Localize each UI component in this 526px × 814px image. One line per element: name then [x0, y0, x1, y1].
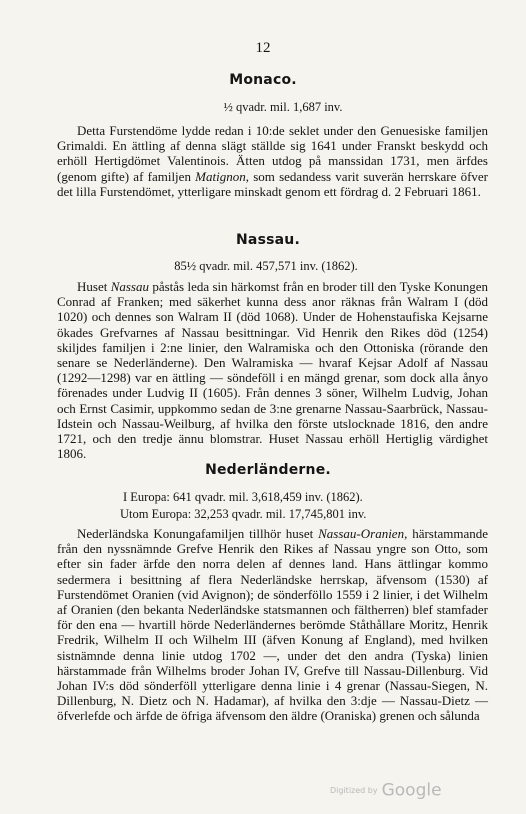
- section-title-nassau: Nassau.: [236, 232, 300, 248]
- section-title-nederlanderne: Nederländerne.: [205, 462, 331, 478]
- digitized-watermark: [330, 780, 442, 801]
- section-stats-nederlanderne-utom: Utom Europa: 32,253 qvadr. mil. 17,745,801 inv.: [120, 507, 367, 521]
- page-number: 12: [255, 40, 271, 56]
- section-stats-monaco: ½ qvadr. mil. 1,687 inv.: [223, 100, 343, 114]
- section-stats-nederlanderne-europa: I Europa: 641 qvadr. mil. 3,618,459 inv. (1862).: [123, 490, 363, 504]
- digitized-label: Digitized by: [330, 786, 378, 795]
- section-stats-nassau: 85½ qvadr. mil. 457,571 inv. (1862).: [174, 259, 358, 273]
- paragraph-nederlanderne: Nederländska Konungafamiljen tillhör huset Nassau-Oranien, härstammande från den nyssnämnde Grefve Henrik den Rikes af Nassau yngre son Otto, som efter sin fader ärfde den norra delen af dennes land. Hans ättlingar kommo sedermera i besittning af flera Nederländske herrskap, äfvensom (1530) af Furstendömet Oranien (vid Avignon); de sönderföllo 1559 i 2 linier, i det Wilhelm af Oranien (den bekanta Nederländske statsmannen och fältherren) blef stamfader för den ena — hvartill hörde Nederländernes berömde Ståthållare Moritz, Henrik Fredrik, Wilhelm II och Wilhelm III (äfven Konung af England), med hvilken sistnämnde denna linie utdog 1702 —, under det den andra (Tyska) linien härstammade från Wilhelms broder Johan IV, Grefve till Nassau-Dillenburg. Vid Johan IV:s död sönderföll ytterligare denna linie i 4 grenar (Nassau-Siegen, N. Dillenburg, N. Dietz och N. Hadamar), af hvilka den 3:dje — Nassau-Dietz — öfverlefde och ärfde de öfriga äfvensom den äldre (Oraniska) grenen och sålunda: [57, 526, 488, 724]
- google-logo: Google: [381, 780, 442, 801]
- section-title-monaco: Monaco.: [229, 72, 297, 88]
- paragraph-monaco: Detta Furstendöme lydde redan i 10:de seklet under den Genuesiske familjen Grimaldi. En ättling af denna slägt ställde sig 1641 under Franskt beskydd och erhöll Hertigdömet Valentinois. Ätten utdog på manssidan 1731, men ärfdes (genom gifte) af familjen Matignon, som sedandess varit suverän herrskare öfver det lilla Furstendömet, ytterligare minskadt genom ett fördrag d. 2 Februari 1861.: [57, 123, 489, 199]
- paragraph-nassau: Huset Nassau påstås leda sin härkomst från en broder till den Tyske Konungen Conrad af Franken; med säkerhet kunna dess anor räknas från Walram I (död 1020) och dennes son Walram II (död 1068). Under de Hohenstaufiska Kejsarne ökades Grefvarnes af Nassau besittningar. Vid Henrik den Rikes död (1254) skiljdes familjen i 2:ne linier, den Walramiska och den Ottoniska (rörande den senare se Nederländerne). Den Walramiska — hvaraf Kejsar Adolf af Nassau (1292—1298) var en ättling — söndeföll i en mängd grenar, som dock alla ånyo förenades under Ludvig II (1605). Från dennes 3 söner, Wilhelm Ludvig, Johan och Ernst Casimir, uppkommo sedan de 3:ne grenarne Nassau-Saarbrück, Nassau-Idstein och Nassau-Weilburg, af hvilka den förste utslocknade 1816, den andre 1721, och den tredje ännu blomstrar. Huset Nassau erhöll Hertiglig värdighet 1806.: [57, 279, 488, 462]
